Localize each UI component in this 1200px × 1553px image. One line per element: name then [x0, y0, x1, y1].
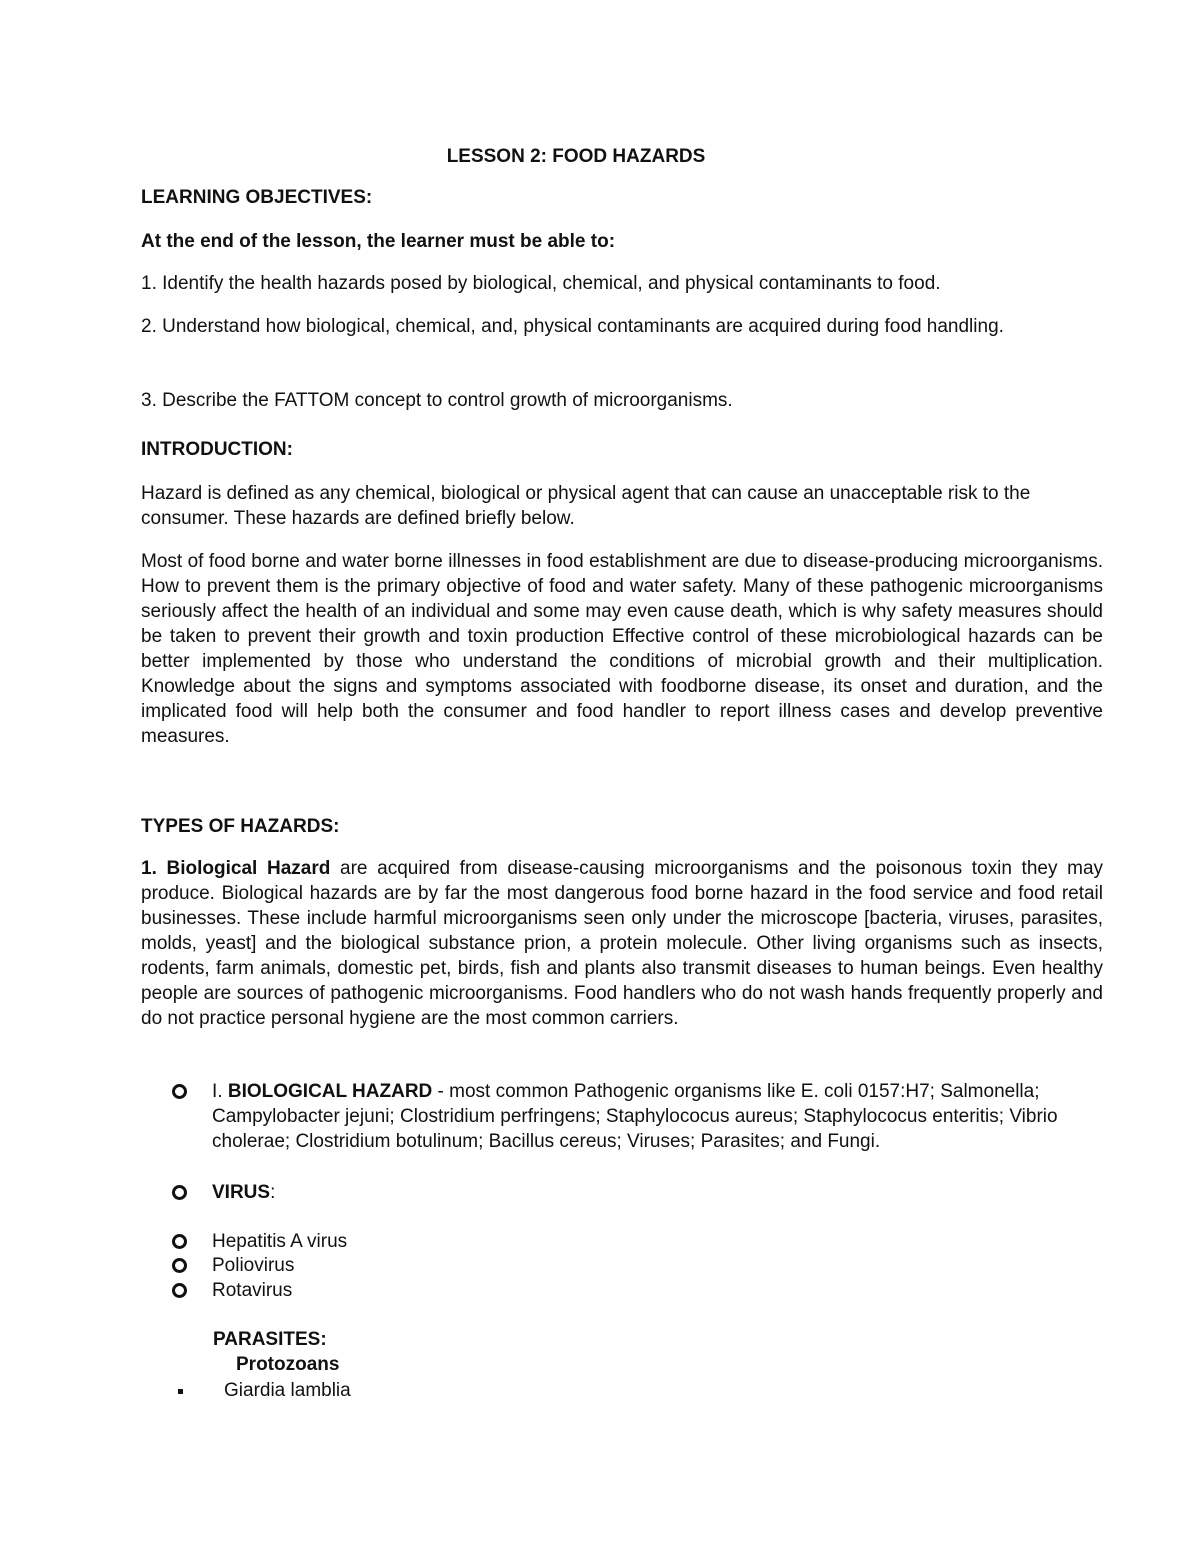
- introduction-paragraph-2: Most of food borne and water borne illnesses in food establishment are due to disease-producing microorganisms. How to prevent them is the primary objective of food and water safety. Many of these pathogenic microorganisms seriously affect the health of an individual and some may even cause death, which is why safety measures should be taken to prevent their growth and toxin production Effective control of these microbiological hazards can be better implemented by those who understand the conditions of microbial growth and their multiplication. Knowledge about the signs and symptoms associated with foodborne disease, its onset and duration, and the implicated food will help both the consumer and food handler to report illness cases and develop preventive measures.: [141, 551, 1103, 747]
- bullet-prefix: I.: [212, 1081, 228, 1102]
- virus-item-hepatitis: Hepatitis A virus: [212, 1231, 348, 1252]
- list-item: [172, 1253, 1072, 1278]
- list-item: [172, 1180, 1072, 1205]
- objective-item-2: 2. Understand how biological, chemical, and, physical contaminants are acquired during food handling.: [141, 316, 1004, 337]
- circle-bullet-icon: [172, 1283, 187, 1298]
- biological-hazard-number: 1.: [141, 858, 157, 879]
- protozoans-subheading: Protozoans: [236, 1354, 340, 1375]
- circle-bullet-icon: [172, 1185, 187, 1200]
- objective-item-1: 1. Identify the health hazards posed by biological, chemical, and physical contaminants to food.: [141, 273, 941, 294]
- objective-item-3: 3. Describe the FATTOM concept to control growth of microorganisms.: [141, 390, 733, 411]
- biological-hazard-organisms: [212, 1079, 1072, 1154]
- virus-label: [212, 1180, 1072, 1205]
- biological-hazard-paragraph: [141, 856, 1103, 1031]
- virus-item-polio: Poliovirus: [212, 1255, 295, 1276]
- introduction-heading: INTRODUCTION:: [141, 439, 293, 460]
- virus-label-text: VIRUS: [212, 1182, 271, 1203]
- virus-item-rota: Rotavirus: [212, 1280, 293, 1301]
- virus-label-colon: :: [270, 1182, 276, 1203]
- square-bullet-icon: [178, 1389, 183, 1394]
- circle-bullet-icon: [172, 1084, 187, 1099]
- types-heading: TYPES OF HAZARDS:: [141, 816, 340, 837]
- list-item: [172, 1229, 1072, 1254]
- page-title: LESSON 2: FOOD HAZARDS: [446, 146, 706, 167]
- introduction-paragraph-1: Hazard is defined as any chemical, biological or physical agent that can cause an unacceptable risk to the consumer. These hazards are defined briefly below.: [141, 483, 1031, 529]
- circle-bullet-icon: [172, 1258, 187, 1273]
- biological-hazard-text: are acquired from disease-causing microorganisms and the poisonous toxin they may produce. Biological hazards are by far the most dangerous food borne hazard in the food service and food retail businesses. These include harmful microorganisms seen only under the microscope [bacteria, viruses, parasites, molds, yeast] and the biological substance prion, a protein molecule. Other living organisms such as insects, rodents, farm animals, domestic pet, birds, fish and plants also transmit diseases to human beings. Even healthy people are sources of pathogenic microorganisms. Food handlers who do not wash hands frequently properly and do not practice personal hygiene are the most common carriers.: [141, 858, 1104, 1029]
- objectives-lead: At the end of the lesson, the learner must be able to:: [141, 231, 616, 252]
- bullet-text: - most common Pathogenic organisms like E. coli 0157:H7; Salmonella; Campylobacter jejuni; Clostridium perfringens; Staphylococus aureus; Staphylococus enteritis; Vibrio cholerae; Clostridium botulinum; Bacillus cereus; Viruses; Parasites; and Fungi.: [212, 1081, 1058, 1152]
- list-item: [172, 1278, 1072, 1303]
- circle-bullet-icon: [172, 1234, 187, 1249]
- list-item: [172, 1079, 1072, 1179]
- parasites-heading: PARASITES:: [213, 1329, 327, 1350]
- objectives-heading: LEARNING OBJECTIVES:: [141, 187, 373, 208]
- parasite-item-giardia: Giardia lamblia: [224, 1380, 351, 1401]
- biological-hazard-term: Biological Hazard: [166, 858, 331, 879]
- bullet-term: BIOLOGICAL HAZARD: [227, 1081, 433, 1102]
